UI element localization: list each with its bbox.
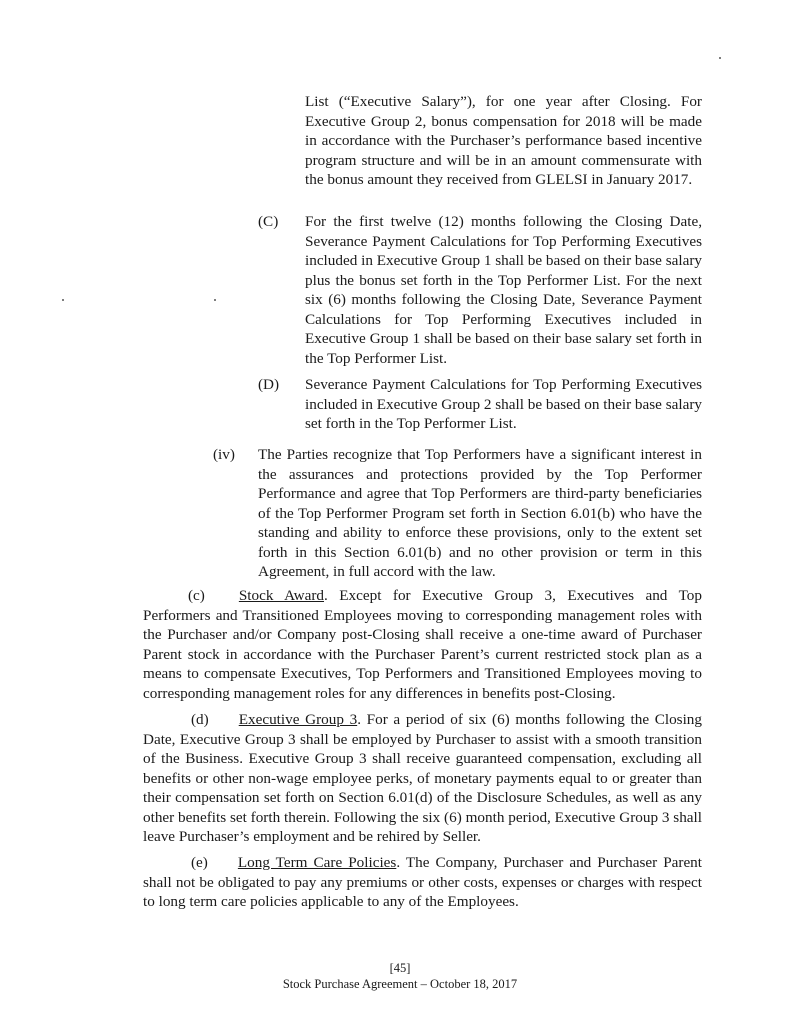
section-d-heading: Executive Group 3	[238, 711, 358, 728]
section-c-paragraph	[143, 586, 702, 703]
section-e-heading: Long Term Care Policies	[237, 854, 397, 871]
page-footer	[200, 960, 600, 992]
scan-speck	[719, 57, 721, 59]
page-number: [45]	[389, 961, 411, 975]
scan-speck	[62, 299, 64, 301]
section-d-body: . For a period of six (6) months following the Closing Date, Executive Group 3 shall be employed by Purchaser to assist with a smooth transition of the Business. Executive Group 3 shall receive guaranteed compensation, excluding all benefits or other non-wage employee perks, of monetary payments equal to or greater than their compensation set forth on Section 6.01(d) of the Disclosure Schedules, as well as any other benefits set forth therein. Following the six (6) month period, Executive Group 3 shall leave Purchaser’s employment and be rehired by Seller.	[143, 711, 702, 845]
item-c-text: For the first twelve (12) months following the Closing Date, Severance Payment Calculations for Top Performing Executives included in Executive Group 1 shall be based on their base salary plus the bonus set forth in the Top Performer List. For the next six (6) months following the Closing Date, Severance Payment Calculations for Top Performing Executives included in Executive Group 1 shall be based on their base salary set forth in the Top Performer List.	[305, 213, 702, 367]
scan-speck	[214, 299, 216, 301]
section-d-paragraph	[143, 710, 702, 847]
section-e-paragraph	[143, 853, 702, 912]
item-iv-text	[258, 445, 702, 582]
document-title: Stock Purchase Agreement – October 18, 2017	[282, 977, 518, 991]
section-d-marker: (d)	[191, 711, 209, 728]
item-iv-marker: (iv)	[213, 446, 235, 463]
item-d-text: Severance Payment Calculations for Top Performing Executives included in Executive Group 2 shall be based on their base salary set forth in the Top Performer List.	[305, 376, 702, 432]
item-d-marker: (D)	[258, 376, 280, 393]
section-c-body: . Except for Executive Group 3, Executives and Top Performers and Transitioned Employees moving to corresponding management roles with the Purchaser and/or Company post-Closing shall receive a one-time award of Purchaser Parent stock in accordance with the Purchaser Parent’s current restricted stock plan as a means to compensate Executives, Top Performers and Transitioned Employees moving to corresponding management roles for any differences in benefits post-Closing.	[143, 587, 702, 702]
item-c-marker: (C)	[258, 213, 279, 230]
section-c-marker: (c)	[188, 587, 205, 604]
section-e-body: . The Company, Purchaser and Purchaser Parent shall not be obligated to pay any premiums or other costs, expenses or charges with respect to long term care policies applicable to any of the Employees.	[143, 854, 703, 910]
item-iv-body: The Parties recognize that Top Performers have a significant interest in the assurances and protections provided by the Top Performer Performance and agree that Top Performers are third-party beneficiaries of the Top Performer Program set forth in Section 6.01(b) who have the standing and ability to enforce these provisions, only to the extent set forth in this Section 6.01(b) and no other provision or term in this Agreement, in full accord with the law.	[258, 446, 702, 580]
section-e-marker: (e)	[191, 854, 208, 871]
continuation-paragraph: List (“Executive Salary”), for one year after Closing. For Executive Group 2, bonus compensation for 2018 will be made in accordance with the Purchaser’s performance based incentive program structure and will be in an amount commensurate with the bonus amount they received from GLELSI in January 2017.	[305, 93, 702, 188]
section-c-heading: Stock Award	[238, 587, 325, 604]
